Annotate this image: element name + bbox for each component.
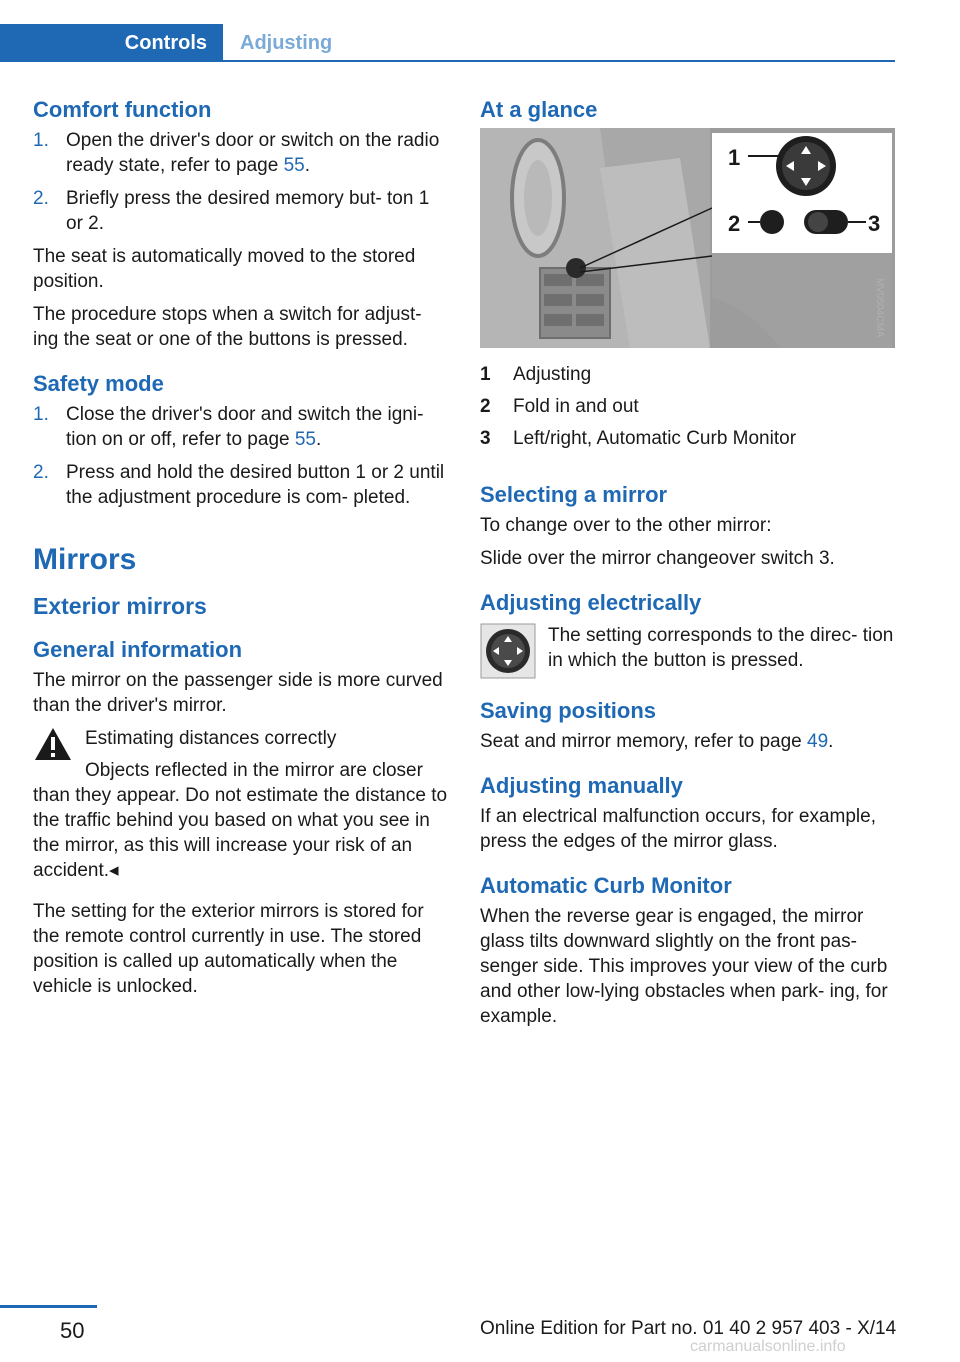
- mirror-adjust-button-icon: [480, 623, 536, 679]
- list-text: Briefly press the desired memory but‐ ton 1 or 2.: [66, 188, 430, 234]
- list-number: 2.: [33, 462, 49, 483]
- list-number: 1.: [33, 130, 49, 151]
- header-divider: [0, 60, 895, 62]
- photo-label-1: 1: [728, 145, 741, 170]
- paragraph: The procedure stops when a switch for adjust‐ ing the seat or one of the buttons is pressed.: [33, 304, 422, 350]
- adjusting-electrically-heading: Adjusting electrically: [480, 590, 702, 615]
- warning-first-line: Objects reflected in the mirror are closer: [85, 760, 423, 781]
- page-link[interactable]: 55: [294, 429, 316, 450]
- door-panel-photo: [480, 128, 895, 348]
- warning-icon: [33, 726, 73, 762]
- list-item: [33, 186, 448, 236]
- tab-controls[interactable]: Controls: [0, 24, 223, 62]
- tab-adjusting[interactable]: Adjusting: [240, 31, 333, 54]
- comfort-function-heading: Comfort function: [33, 97, 212, 122]
- list-item: [33, 402, 448, 452]
- warning-title: Estimating distances correctly: [85, 728, 337, 749]
- exterior-mirrors-heading: Exterior mirrors: [33, 593, 207, 619]
- legend-number: 3: [480, 428, 491, 449]
- warning-text: than they appear. Do not estimate the distance to the traffic behind you based on what you see in the mirror, as this will increase your risk of an accident.◂: [33, 785, 448, 881]
- header-tabbar: [0, 0, 960, 62]
- paragraph: The setting for the exterior mirrors is stored for the remote control currently in use. The stored position is called up automatically when the vehicle is unlocked.: [33, 901, 424, 997]
- paragraph: To change over to the other mirror:: [480, 515, 772, 536]
- list-item: [33, 460, 448, 510]
- legend-text: Adjusting: [513, 364, 592, 385]
- list-text: Close the driver's door and switch the igni‐ tion on or off, refer to page 55.: [66, 404, 424, 450]
- edition-text: Online Edition for Part no. 01 40 2 957 403 - X/14: [480, 1318, 897, 1339]
- legend-text: Left/right, Automatic Curb Monitor: [513, 428, 797, 449]
- list-number: 1.: [33, 404, 49, 425]
- legend-item: [480, 426, 895, 451]
- page-link[interactable]: 49: [807, 731, 829, 752]
- general-information-heading: General information: [33, 637, 243, 662]
- legend-item: [480, 362, 895, 387]
- paragraph: Seat and mirror memory, refer to page 49.: [480, 731, 834, 752]
- safety-mode-heading: Safety mode: [33, 371, 164, 396]
- selecting-a-mirror-heading: Selecting a mirror: [480, 482, 668, 507]
- automatic-curb-monitor-heading: Automatic Curb Monitor: [480, 873, 732, 898]
- photo-label-2: 2: [728, 211, 741, 236]
- footer-divider: [0, 1305, 97, 1308]
- left-column: [33, 96, 448, 1007]
- paragraph: The seat is automatically moved to the stored position.: [33, 246, 416, 292]
- paragraph: If an electrical malfunction occurs, for example, press the edges of the mirror glass.: [480, 806, 877, 852]
- list-number: 2.: [33, 188, 49, 209]
- paragraph: Slide over the mirror changeover switch 3.: [480, 548, 835, 569]
- photo-code: MV0504CMA: [874, 278, 885, 338]
- mirrors-heading: Mirrors: [33, 543, 137, 576]
- at-a-glance-heading: At a glance: [480, 97, 598, 122]
- legend-number: 2: [480, 396, 491, 417]
- right-column: [480, 96, 895, 1037]
- watermark: carmanualsonline.info: [690, 1338, 846, 1355]
- page-link[interactable]: 55: [283, 155, 305, 176]
- page-number: 50: [60, 1318, 85, 1343]
- list-text: Press and hold the desired button 1 or 2 until the adjustment procedure is com‐ pleted.: [66, 462, 445, 508]
- paragraph: The mirror on the passenger side is more curved than the driver's mirror.: [33, 670, 443, 716]
- legend-item: [480, 394, 895, 419]
- warning-block: [33, 726, 448, 783]
- list-item: [33, 128, 448, 178]
- paragraph: The setting corresponds to the direc‐ tion in which the button is pressed.: [548, 625, 894, 671]
- legend-number: 1: [480, 364, 491, 385]
- paragraph: When the reverse gear is engaged, the mirror glass tilts downward slightly on the front pas‐ senger side. This improves your view of the curb and other low-lying obstacles when park‐ ing, for example.: [480, 906, 888, 1027]
- adjusting-manually-heading: Adjusting manually: [480, 773, 683, 798]
- electric-adjust-block: [480, 623, 895, 679]
- saving-positions-heading: Saving positions: [480, 698, 657, 723]
- legend-text: Fold in and out: [513, 396, 639, 417]
- door-panel-illustration: [480, 128, 895, 348]
- list-text: Open the driver's door or switch on the radio ready state, refer to page 55.: [66, 130, 440, 176]
- photo-label-3: 3: [868, 211, 881, 236]
